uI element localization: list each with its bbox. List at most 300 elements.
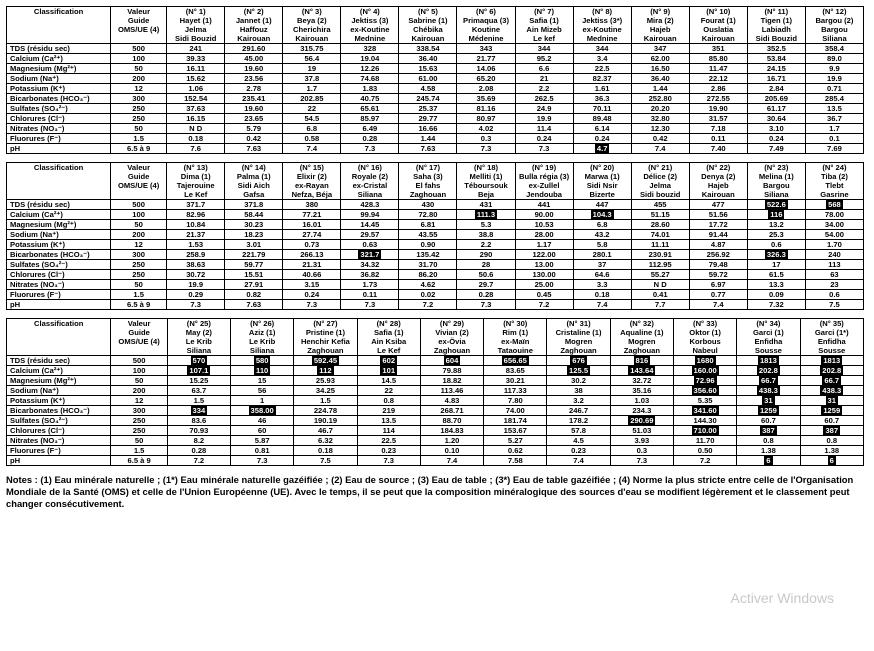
value-cell [747, 74, 805, 84]
cell-value: 202.8 [758, 366, 778, 375]
cell-value: 1259 [823, 406, 841, 415]
value-cell [484, 386, 547, 396]
brand-header-line: (N° 27) [313, 319, 338, 328]
value-cell [747, 230, 805, 240]
value-cell [800, 436, 863, 446]
tables-container [6, 6, 868, 466]
parameter-label: Fluorures (F⁻) [7, 290, 111, 300]
value-cell [747, 300, 805, 310]
cell-value: 1.53 [188, 240, 204, 249]
cell-value: 2.08 [478, 84, 494, 93]
cell-value: 2.2 [538, 84, 550, 93]
cell-value: 112.95 [648, 260, 672, 269]
cell-value: 0.50 [697, 446, 713, 455]
parameter-label: Bicarbonates (HCO₃⁻) [7, 250, 111, 260]
parameter-label: Sodium (Na⁺) [7, 230, 111, 240]
brand-header-line: Hajeb [649, 25, 671, 34]
water-brand-header [673, 319, 736, 356]
value-cell [805, 84, 863, 94]
parameter-label: TDS (résidu sec) [7, 356, 111, 366]
exceeding-value-cell [294, 356, 357, 366]
cell-value: 7.4 [712, 300, 724, 309]
cell-value: 290.69 [630, 416, 654, 425]
cell-value: 0.90 [420, 240, 436, 249]
exceeding-value-cell [800, 356, 863, 366]
cell-value: 70.93 [189, 426, 209, 435]
cell-value: 107.1 [189, 366, 209, 375]
value-cell [515, 230, 573, 240]
cell-value: 341.60 [693, 406, 717, 415]
cell-value: 230.91 [648, 250, 672, 259]
cell-value: 38.63 [186, 260, 206, 269]
brand-header-line: Saha (3) [413, 172, 443, 181]
exceeding-value-cell [231, 406, 294, 416]
cell-value: 38 [574, 386, 583, 395]
value-cell [631, 240, 689, 250]
brand-header-line: (N° 34) [756, 319, 781, 328]
value-cell [805, 144, 863, 154]
value-cell [231, 386, 294, 396]
value-cell [341, 94, 399, 104]
cell-value: 0.23 [571, 446, 586, 455]
cell-value: 66.7 [761, 376, 776, 385]
cell-value: 22.5 [381, 436, 397, 445]
value-cell [515, 44, 573, 54]
brand-header-line: Le Kef [377, 346, 401, 355]
cell-value: 90.00 [534, 210, 554, 219]
parameter-label: Sodium (Na⁺) [7, 74, 111, 84]
cell-value: 79.48 [708, 260, 728, 269]
cell-value: 22.12 [708, 74, 728, 83]
parameter-row [7, 64, 864, 74]
cell-value: 0.3 [480, 134, 492, 143]
cell-value: 224.78 [313, 406, 338, 415]
exceeding-value-cell [357, 366, 420, 376]
brand-header-line: Zaghouan [560, 346, 597, 355]
cell-value: 5.79 [246, 124, 262, 133]
cell-value: 95.2 [536, 54, 552, 63]
value-cell [457, 84, 515, 94]
value-cell [515, 300, 573, 310]
cell-value: 5.3 [480, 220, 492, 229]
cell-value: 221.79 [242, 250, 266, 259]
parameter-row [7, 300, 864, 310]
value-cell [231, 446, 294, 456]
cell-value: 65.20 [476, 74, 496, 83]
value-cell [294, 456, 357, 466]
parameter-label: Calcium (Ca²⁺) [7, 366, 111, 376]
cell-value: 72.80 [418, 210, 438, 219]
water-brand-header [231, 319, 294, 356]
brand-header-line: Bargou (2) [815, 16, 854, 25]
cell-value: 202.85 [300, 94, 324, 103]
cell-value: 7.3 [383, 456, 394, 465]
cell-value: 11.4 [536, 124, 552, 133]
value-cell [573, 250, 631, 260]
value-cell [515, 210, 573, 220]
exceeding-value-cell [800, 426, 863, 436]
water-brand-header [225, 7, 283, 44]
cell-value: 7.32 [768, 300, 784, 309]
value-cell [547, 416, 610, 426]
guide-value: 300 [111, 250, 167, 260]
guide-value: 12 [111, 396, 167, 406]
cell-value: 79.88 [442, 366, 462, 375]
brand-header-line: Kairouan [295, 34, 329, 43]
cell-value: 522.6 [766, 200, 786, 209]
value-cell [515, 74, 573, 84]
cell-value: 30.21 [505, 376, 525, 385]
value-cell [167, 250, 225, 260]
cell-value: 23 [830, 280, 839, 289]
brand-header-line: Tataouine [497, 346, 533, 355]
exceeding-value-cell [167, 356, 230, 366]
value-cell [225, 74, 283, 84]
cell-value: 7.2 [699, 456, 711, 465]
cell-value: 16.71 [766, 74, 786, 83]
value-cell [631, 230, 689, 240]
value-cell [341, 74, 399, 84]
parameter-label: Chlorures (Cl⁻) [7, 270, 111, 280]
cell-value: 592.45 [313, 356, 338, 365]
cell-value: 0.09 [768, 290, 784, 299]
cell-value: 262.5 [534, 94, 554, 103]
value-cell [673, 446, 736, 456]
cell-value: 7.4 [596, 300, 608, 309]
value-cell [294, 406, 357, 416]
exceeding-value-cell [341, 250, 399, 260]
cell-value: 11.47 [708, 64, 728, 73]
value-cell [805, 250, 863, 260]
cell-value: 19 [307, 64, 317, 73]
cell-value: 58.44 [244, 210, 264, 219]
brand-header-line: Hajeb [707, 181, 729, 190]
guide-value: 1.5 [111, 290, 167, 300]
cell-value: 7.80 [507, 396, 523, 405]
brand-header-line: Safia (1) [373, 328, 404, 337]
cell-value: 7.49 [768, 144, 784, 153]
cell-value: 380 [305, 200, 319, 209]
cell-value: 0.28 [362, 134, 378, 143]
brand-header-line: (N° 28) [376, 319, 401, 328]
guide-value: 300 [111, 94, 167, 104]
classification-label: Classification [34, 319, 84, 328]
cell-value: 29.57 [360, 230, 380, 239]
value-cell [747, 124, 805, 134]
value-cell [673, 436, 736, 446]
cell-value: 28.60 [650, 220, 670, 229]
brand-header-line: Tigen (1) [760, 16, 793, 25]
value-cell [673, 456, 736, 466]
exceeding-value-cell [737, 396, 800, 406]
composition-table [6, 6, 864, 154]
value-cell [420, 396, 483, 406]
value-cell [341, 270, 399, 280]
brand-header-line: Jelma [184, 25, 207, 34]
value-cell [167, 220, 225, 230]
cell-value: 19.9 [827, 74, 842, 83]
value-cell [689, 114, 747, 124]
brand-header-line: Aziz (1) [248, 328, 276, 337]
value-cell [341, 210, 399, 220]
cell-value: 4.02 [478, 124, 494, 133]
value-cell [399, 250, 457, 260]
value-cell [167, 240, 225, 250]
brand-header-line: Siliana [764, 190, 789, 199]
brand-header-line: Sabrine (1) [408, 16, 448, 25]
brand-header-line: Sidi Bouzid [755, 34, 797, 43]
value-cell [515, 290, 573, 300]
cell-value: 64.6 [594, 270, 610, 279]
cell-value: 5.35 [697, 396, 713, 405]
value-cell [167, 436, 230, 446]
cell-value: 104.3 [592, 210, 612, 219]
guide-value: 100 [111, 54, 167, 64]
cell-value: 447 [595, 200, 609, 209]
brand-header-line: Vivian (2) [435, 328, 469, 337]
value-cell [805, 210, 863, 220]
cell-value: 28 [481, 260, 491, 269]
exceeding-value-cell [737, 426, 800, 436]
value-cell [225, 200, 283, 210]
value-cell [805, 240, 863, 250]
value-cell [747, 260, 805, 270]
value-cell [283, 260, 341, 270]
brand-header-line: Nabeul [692, 346, 718, 355]
value-cell [547, 426, 610, 436]
value-cell [283, 134, 341, 144]
cell-value: 25.3 [768, 230, 784, 239]
cell-value: 202.8 [822, 366, 842, 375]
brand-header-line: (N° 30) [503, 319, 528, 328]
cell-value: 1259 [759, 406, 777, 415]
value-cell [805, 74, 863, 84]
value-cell [573, 230, 631, 240]
value-cell [747, 54, 805, 64]
cell-value: 63.7 [191, 386, 207, 395]
cell-value: 266.13 [300, 250, 324, 259]
parameter-row [7, 230, 864, 240]
brand-header-line: Hayet (1) [179, 16, 212, 25]
parameter-label: Fluorures (F⁻) [7, 134, 111, 144]
parameter-label: TDS (résidu sec) [7, 44, 111, 54]
cell-value: 25.00 [534, 280, 554, 289]
value-cell [399, 200, 457, 210]
value-cell [420, 406, 483, 416]
cell-value: 28.00 [534, 230, 554, 239]
brand-header-line: (N° 16) [357, 163, 382, 172]
guide-header-line: Valeur [127, 7, 151, 16]
value-cell [231, 376, 294, 386]
cell-value: 36.40 [418, 54, 438, 63]
cell-value: 24.9 [536, 104, 552, 113]
cell-value: 7.69 [827, 144, 842, 153]
value-cell [357, 416, 420, 426]
brand-header-line: (N° 14) [241, 163, 266, 172]
guide-value: 50 [111, 436, 167, 446]
cell-value: 0.28 [191, 446, 207, 455]
cell-value: 21.31 [302, 260, 322, 269]
cell-value: 135.42 [416, 250, 440, 259]
value-cell [167, 270, 225, 280]
cell-value: 205.69 [764, 94, 788, 103]
cell-value: 7.3 [636, 456, 648, 465]
guide-value: 250 [111, 426, 167, 436]
water-brand-header [547, 319, 610, 356]
cell-value: 78.00 [824, 210, 844, 219]
cell-value: 31 [827, 396, 836, 405]
brand-header-line: Bulla régia (3) [518, 172, 570, 181]
value-cell [484, 446, 547, 456]
cell-value: 6 [766, 456, 771, 465]
cell-value: 37.63 [186, 104, 206, 113]
brand-header-line: (N° 20) [590, 163, 615, 172]
brand-header-line: Jendouba [526, 190, 563, 199]
water-brand-header [747, 163, 805, 200]
value-cell [805, 64, 863, 74]
value-cell [610, 446, 673, 456]
brand-header-line: (N° 18) [473, 163, 499, 172]
value-cell [631, 114, 689, 124]
water-brand-header [747, 7, 805, 44]
water-brand-header [420, 319, 483, 356]
brand-header-line: (N° 32) [629, 319, 654, 328]
cell-value: 14.5 [381, 376, 397, 385]
parameter-row [7, 270, 864, 280]
value-cell [420, 446, 483, 456]
value-cell [225, 54, 283, 64]
value-cell [225, 44, 283, 54]
cell-value: 21.37 [186, 230, 206, 239]
cell-value: 144.30 [693, 416, 717, 425]
value-cell [689, 64, 747, 74]
value-cell [689, 290, 747, 300]
value-cell [631, 64, 689, 74]
value-cell [167, 114, 225, 124]
value-cell [631, 144, 689, 154]
value-cell [341, 144, 399, 154]
cell-value: 112 [319, 366, 332, 375]
value-cell [689, 44, 747, 54]
brand-header-line: Sidi Bouzid [175, 34, 217, 43]
value-cell [805, 300, 863, 310]
cell-value: 344 [537, 44, 551, 53]
parameter-row [7, 356, 864, 366]
brand-header-line: Ouslatia [703, 25, 734, 34]
value-cell [283, 144, 341, 154]
value-cell [573, 280, 631, 290]
cell-value: 328 [363, 44, 377, 53]
exceeding-value-cell [573, 144, 631, 154]
cell-value: 13.5 [827, 104, 842, 113]
cell-value: 0.1 [829, 134, 840, 143]
cell-value: 7.3 [364, 300, 376, 309]
value-cell [805, 44, 863, 54]
exceeding-value-cell [610, 366, 673, 376]
brand-header-line: Cristaline (1) [555, 328, 602, 337]
value-cell [689, 94, 747, 104]
brand-header-line: (N° 4) [359, 7, 380, 16]
brand-header-line: Melina (1) [758, 172, 794, 181]
value-cell [484, 456, 547, 466]
cell-value: 30.72 [186, 270, 206, 279]
value-cell [573, 240, 631, 250]
cell-value: 30.23 [244, 220, 264, 229]
value-cell [167, 280, 225, 290]
value-cell [610, 376, 673, 386]
value-cell [167, 104, 225, 114]
brand-header-line: Kairouan [701, 190, 735, 199]
value-cell [631, 74, 689, 84]
value-cell [357, 456, 420, 466]
cell-value: 72.96 [695, 376, 715, 385]
cell-value: 0.18 [594, 290, 610, 299]
value-cell [805, 94, 863, 104]
cell-value: 36.3 [594, 94, 610, 103]
cell-value: 16.01 [302, 220, 322, 229]
guide-value: 300 [111, 406, 167, 416]
cell-value: 35.16 [632, 386, 652, 395]
cell-value: 4.87 [710, 240, 726, 249]
classification-label: Classification [33, 163, 84, 172]
exceeding-value-cell [747, 200, 805, 210]
guide-header-line: Guide [127, 172, 150, 181]
value-cell [631, 280, 689, 290]
cell-value: 16.15 [186, 114, 206, 123]
cell-value: 240 [828, 250, 841, 259]
parameter-label: Sodium (Na⁺) [7, 386, 111, 396]
cell-value: 816 [635, 356, 649, 365]
cell-value: 234.3 [632, 406, 652, 415]
exceeding-value-cell [484, 356, 547, 366]
value-cell [341, 300, 399, 310]
value-cell [805, 270, 863, 280]
value-cell [399, 124, 457, 134]
brand-header-line: Dima (1) [180, 172, 211, 181]
cell-value: 70.11 [592, 104, 612, 113]
cell-value: 89.48 [592, 114, 612, 123]
brand-header-line: Ain Ksiba [371, 337, 407, 346]
brand-header-line: (N° 19) [532, 163, 557, 172]
brand-header-line: Beya (2) [297, 16, 327, 25]
cell-value: 74.00 [505, 406, 525, 415]
cell-value: 29.7 [478, 280, 494, 289]
cell-value: 60 [257, 426, 267, 435]
value-cell [341, 134, 399, 144]
brand-header-line: (N° 2) [243, 7, 264, 16]
value-cell [283, 54, 341, 64]
cell-value: 338.54 [416, 44, 440, 53]
value-cell [689, 144, 747, 154]
cell-value: 99.94 [360, 210, 380, 219]
cell-value: 431 [479, 200, 493, 209]
value-cell [573, 200, 631, 210]
value-cell [457, 300, 515, 310]
cell-value: 580 [255, 356, 269, 365]
cell-value: 14.06 [476, 64, 496, 73]
cell-value: 65.61 [360, 104, 380, 113]
brand-header-line: Rim (1) [502, 328, 529, 337]
brand-header-line: Le kef [533, 34, 556, 43]
brand-header-line: (N° 12) [822, 7, 847, 16]
cell-value: 0.62 [507, 446, 523, 455]
value-cell [689, 200, 747, 210]
cell-value: 190.19 [313, 416, 338, 425]
value-cell [167, 456, 230, 466]
value-cell [673, 416, 736, 426]
value-cell [167, 94, 225, 104]
value-cell [800, 446, 863, 456]
